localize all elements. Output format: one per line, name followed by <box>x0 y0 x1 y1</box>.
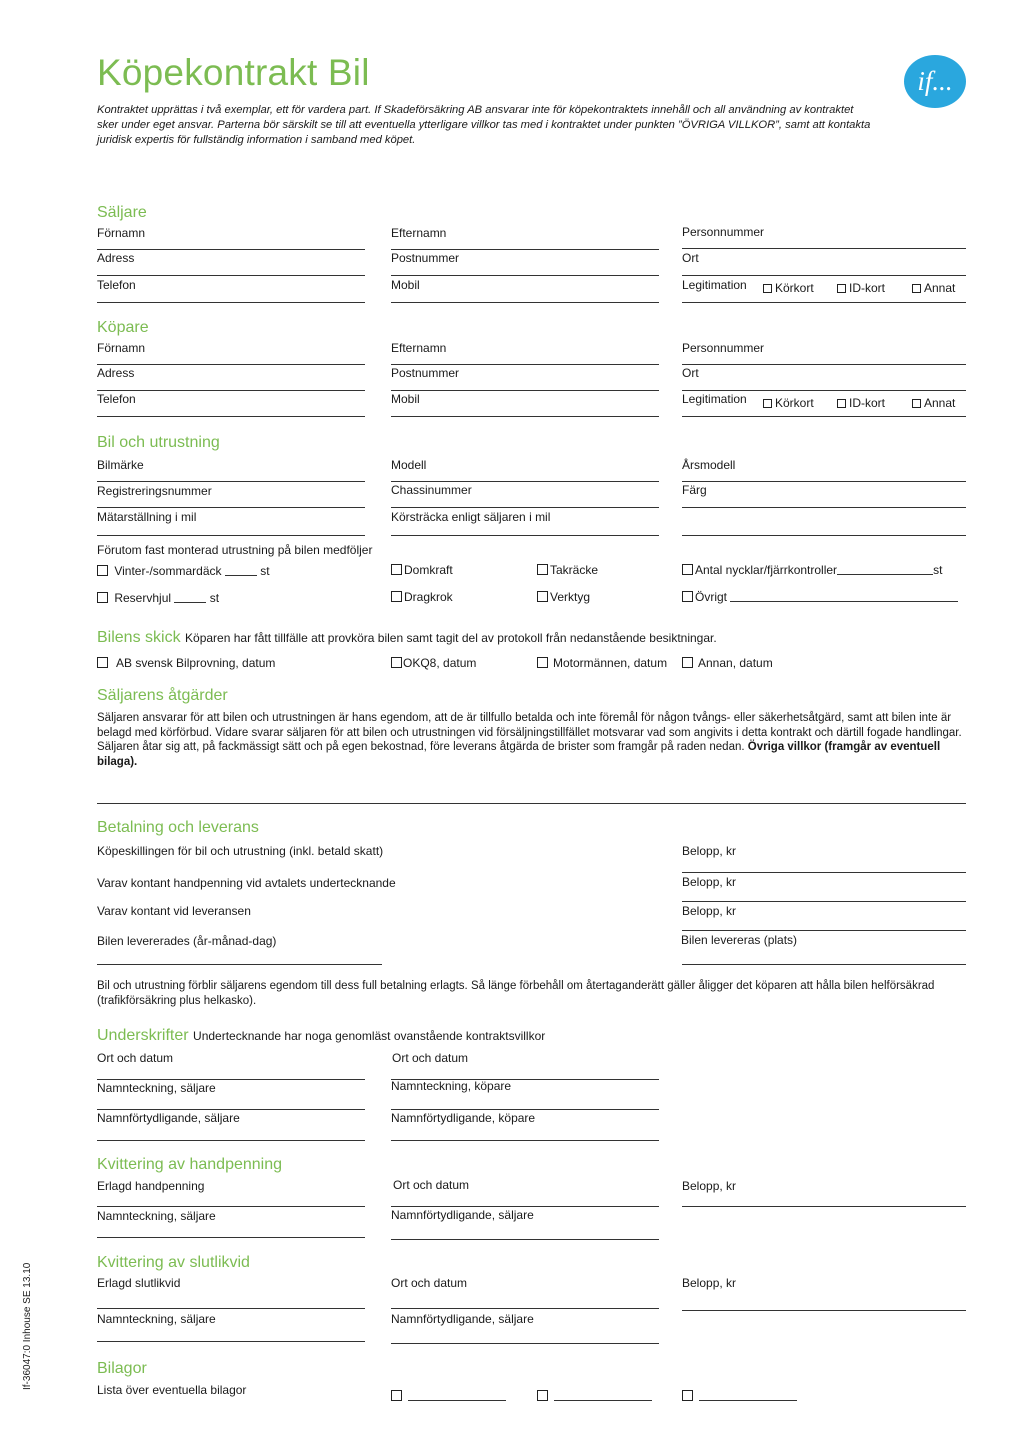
attachment-3[interactable] <box>682 1389 797 1403</box>
sig-namn-buyer-field[interactable] <box>391 1109 659 1110</box>
condition-opt2-label: OKQ8, datum <box>403 656 477 670</box>
checkbox-icon[interactable] <box>763 399 772 408</box>
payment-date-field[interactable] <box>97 964 382 965</box>
condition-text: Köparen har fått tillfälle att provköra bilen samt tagit del av protokoll från nedanstående besiktningar. <box>185 631 717 645</box>
condition-header <box>97 629 717 647</box>
condition-opt3-label: Motormännen, datum <box>553 656 668 670</box>
payment-belopp3-label: Belopp, kr <box>682 904 737 918</box>
sig-ort-buyer-label: Ort och datum <box>392 1051 469 1065</box>
deposit-belopp-field[interactable] <box>682 1206 966 1207</box>
checkbox-icon[interactable] <box>391 591 402 602</box>
car-chassi-field[interactable] <box>391 507 659 508</box>
buyer-korkort-label: Körkort <box>775 396 814 410</box>
seller-mobil-field[interactable] <box>391 302 659 303</box>
car-forutom-label: Förutom fast monterad utrustning på bilen medföljer <box>97 543 373 557</box>
car-takracke-label: Takräcke <box>550 563 599 577</box>
buyer-efternamn-label: Efternamn <box>391 341 447 355</box>
checkbox-icon[interactable] <box>763 284 772 293</box>
checkbox-icon[interactable] <box>837 284 846 293</box>
seller-fornamn-field[interactable] <box>97 249 365 250</box>
car-domkraft-option[interactable] <box>391 563 453 577</box>
car-korstracka-field[interactable] <box>391 535 659 536</box>
condition-opt3[interactable] <box>537 656 667 670</box>
buyer-fornamn-field[interactable] <box>97 364 365 365</box>
signatures-text: Undertecknande har noga genomläst ovanstående kontraktsvillkor <box>193 1029 546 1043</box>
car-verktyg-label: Verktyg <box>550 590 591 604</box>
car-chassi-label: Chassinummer <box>391 483 472 497</box>
attachments-text: Lista över eventuella bilagor <box>97 1383 247 1397</box>
deposit-ort-field[interactable] <box>391 1206 659 1207</box>
buyer-personnummer-label: Personnummer <box>682 341 765 355</box>
sig-ort-seller-field[interactable] <box>97 1079 365 1080</box>
seller-ort-field[interactable] <box>682 275 966 276</box>
car-nycklar-option[interactable] <box>682 563 942 577</box>
car-farg-label: Färg <box>682 483 707 497</box>
final-heading: Kvittering av slutlikvid <box>97 1254 250 1271</box>
payment-belopp2-field[interactable] <box>682 901 966 902</box>
buyer-telefon-label: Telefon <box>97 392 136 406</box>
seller-actions-heading: Säljarens åtgärder <box>97 687 228 704</box>
checkbox-icon[interactable] <box>682 1390 693 1401</box>
car-farg-field[interactable] <box>682 507 966 508</box>
car-bilmarke-field[interactable] <box>97 481 365 482</box>
car-reservhjul-unit: st <box>209 591 220 605</box>
payment-note: Bil och utrustning förblir säljarens egendom till dess full betalning erlagts. Så länge förbehåll om återtaganderätt gäller åligger det köparen att hålla bilen helförsäkrad (trafikförsäkring plus helkasko). <box>97 980 935 1007</box>
seller-actions-field[interactable] <box>97 803 966 804</box>
checkbox-icon[interactable] <box>682 591 693 602</box>
seller-heading: Säljare <box>97 204 147 221</box>
payment-plats-label: Bilen levereras (plats) <box>681 933 798 947</box>
deposit-belopp-label: Belopp, kr <box>682 1179 737 1193</box>
final-fort-field[interactable] <box>391 1343 659 1344</box>
attachment-2-field[interactable] <box>554 1389 652 1401</box>
car-dragkrok-option[interactable] <box>391 590 453 604</box>
payment-l1-label: Köpeskillingen för bil och utrustning (inkl. betald skatt) <box>97 844 384 858</box>
car-heading: Bil och utrustning <box>97 434 220 451</box>
sig-fort-buyer-label: Namnförtydligande, köpare <box>391 1111 536 1125</box>
car-ovrigt-option[interactable] <box>682 590 958 604</box>
checkbox-icon[interactable] <box>682 564 693 575</box>
seller-idkort-option[interactable] <box>837 281 885 295</box>
deposit-heading: Kvittering av handpenning <box>97 1156 283 1173</box>
deposit-fort-field[interactable] <box>391 1239 659 1240</box>
seller-personnummer-label: Personnummer <box>682 225 765 239</box>
buyer-legitimation-label: Legitimation <box>682 392 747 406</box>
seller-fornamn-label: Förnamn <box>97 226 146 240</box>
checkbox-icon[interactable] <box>391 564 402 575</box>
checkbox-icon[interactable] <box>837 399 846 408</box>
deposit-ort-label: Ort och datum <box>393 1178 470 1192</box>
final-namn-field[interactable] <box>97 1341 365 1342</box>
payment-belopp1-label: Belopp, kr <box>682 844 737 858</box>
payment-plats-field[interactable] <box>682 964 966 965</box>
buyer-ort-field[interactable] <box>682 390 966 391</box>
checkbox-icon[interactable] <box>97 592 108 603</box>
car-vinter-unit: st <box>260 564 270 578</box>
car-dragkrok-label: Dragkrok <box>404 590 453 604</box>
payment-l3-label: Varav kontant vid leveransen <box>97 904 251 918</box>
seller-annat-option[interactable] <box>912 281 955 295</box>
seller-postnummer-field[interactable] <box>391 275 659 276</box>
seller-mobil-label: Mobil <box>391 278 420 292</box>
buyer-legitimation-field[interactable] <box>682 416 966 417</box>
car-domkraft-label: Domkraft <box>404 563 453 577</box>
final-erlagd-label: Erlagd slutlikvid <box>97 1276 181 1290</box>
payment-belopp3-field[interactable] <box>682 930 966 931</box>
sig-ort-seller-label: Ort och datum <box>97 1051 174 1065</box>
checkbox-icon[interactable] <box>682 657 693 668</box>
sig-fort-seller-field[interactable] <box>97 1140 365 1141</box>
seller-legitimation-field[interactable] <box>682 302 966 303</box>
car-bilmarke-label: Bilmärke <box>97 458 144 472</box>
seller-postnummer-label: Postnummer <box>391 251 460 265</box>
car-nycklar-count-field[interactable] <box>837 563 933 575</box>
buyer-mobil-label: Mobil <box>391 392 420 406</box>
checkbox-icon[interactable] <box>97 657 108 668</box>
payment-heading: Betalning och leverans <box>97 819 259 836</box>
seller-korkort-label: Körkort <box>775 281 814 295</box>
condition-opt1-label: AB svensk Bilprovning, datum <box>116 656 276 670</box>
seller-personnummer-field[interactable] <box>682 248 966 249</box>
condition-opt4-label: Annan, datum <box>698 656 773 670</box>
buyer-postnummer-label: Postnummer <box>391 366 460 380</box>
checkbox-icon[interactable] <box>537 657 548 668</box>
page-title: Köpekontrakt Bil <box>97 52 370 93</box>
buyer-mobil-field[interactable] <box>391 416 659 417</box>
buyer-idkort-label: ID-kort <box>849 396 885 410</box>
final-erlagd-field[interactable] <box>97 1308 365 1309</box>
seller-ort-label: Ort <box>682 251 699 265</box>
deposit-fort-label: Namnförtydligande, säljare <box>391 1208 534 1222</box>
final-ort-field[interactable] <box>391 1308 659 1309</box>
checkbox-icon[interactable] <box>912 284 921 293</box>
checkbox-icon[interactable] <box>391 657 402 668</box>
car-modell-label: Modell <box>391 458 427 472</box>
deposit-namn-field[interactable] <box>97 1237 365 1238</box>
sig-fort-buyer-field[interactable] <box>391 1140 659 1141</box>
checkbox-icon[interactable] <box>97 565 108 576</box>
final-ort-label: Ort och datum <box>391 1276 468 1290</box>
buyer-idkort-option[interactable] <box>837 396 885 410</box>
condition-opt1[interactable] <box>97 656 275 670</box>
car-reservhjul-count-field[interactable] <box>174 591 206 603</box>
intro-text: Kontraktet upprättas i två exemplar, ett för vardera part. If Skadeförsäkring AB ansvarar inte för köpekontraktets innehåll och all användning av kontraktet sker under eget ansvar. Parterna bör särskilt se till att eventuella ytterligare villkor tas med i kontraktet under punkten ”ÖVRIGA VILLKOR”, samt att kontakta juridisk expertis för fullständig information i samband med köpet. <box>97 104 871 146</box>
car-arsmodell-label: Årsmodell <box>682 458 736 472</box>
buyer-personnummer-field[interactable] <box>682 364 966 365</box>
seller-actions-bold: Övriga villkor (framgår av eventuell bilaga). <box>97 741 941 768</box>
car-regnr-field[interactable] <box>97 507 365 508</box>
car-verktyg-option[interactable] <box>537 590 590 604</box>
seller-actions-text <box>97 711 963 769</box>
buyer-annat-label: Annat <box>924 396 956 410</box>
buyer-adress-label: Adress <box>97 366 135 380</box>
buyer-ort-label: Ort <box>682 366 699 380</box>
final-belopp-field[interactable] <box>682 1310 966 1311</box>
car-matar-label: Mätarställning i mil <box>97 510 197 524</box>
buyer-postnummer-field[interactable] <box>391 390 659 391</box>
checkbox-icon[interactable] <box>537 591 548 602</box>
car-reservhjul-label: Reservhjul <box>114 591 172 605</box>
deposit-erlagd-label: Erlagd handpenning <box>97 1179 205 1193</box>
seller-idkort-label: ID-kort <box>849 281 885 295</box>
car-reservhjul-option[interactable] <box>97 591 219 605</box>
checkbox-icon[interactable] <box>391 1390 402 1401</box>
buyer-fornamn-label: Förnamn <box>97 341 146 355</box>
checkbox-icon[interactable] <box>537 1390 548 1401</box>
sig-fort-seller-label: Namnförtydligande, säljare <box>97 1111 240 1125</box>
attachments-heading: Bilagor <box>97 1360 147 1377</box>
seller-actions-body: Säljaren ansvarar för att bilen och utrustningen är hans egendom, att de är tillfullo betalda och inte föremål för någon tvångs- eller säkerhetsåtgärd, samt att bilen inte är belagd med körförbud. Vidare svarar säljaren för att bilen och utrustningen vid försäljningstillfället motsvarar vad som angivits i detta kontrakt och därtill fogade handlingar. Säljaren åtar sig att, på fackmässigt sätt och på egen bekostnad, före leverans åtgärda de brister som framgår på raden nedan. <box>97 712 962 753</box>
sig-namn-seller-field[interactable] <box>97 1109 365 1110</box>
payment-belopp2-label: Belopp, kr <box>682 875 737 889</box>
checkbox-icon[interactable] <box>912 399 921 408</box>
deposit-namn-label: Namnteckning, säljare <box>97 1209 216 1223</box>
attachment-3-field[interactable] <box>699 1389 797 1401</box>
car-ovrigt-field[interactable] <box>730 590 958 602</box>
car-korstracka-label: Körsträcka enligt säljaren i mil <box>391 510 551 524</box>
sig-namn-buyer-label: Namnteckning, köpare <box>391 1079 512 1093</box>
seller-telefon-field[interactable] <box>97 302 365 303</box>
seller-efternamn-field[interactable] <box>391 249 659 250</box>
car-regnr-label: Registreringsnummer <box>97 484 212 498</box>
car-nycklar-unit: st <box>933 563 943 577</box>
seller-legitimation-label: Legitimation <box>682 278 747 292</box>
final-namn-label: Namnteckning, säljare <box>97 1312 216 1326</box>
condition-opt4[interactable] <box>682 656 773 670</box>
buyer-adress-field[interactable] <box>97 390 365 391</box>
sig-namn-seller-label: Namnteckning, säljare <box>97 1081 216 1095</box>
checkbox-icon[interactable] <box>537 564 548 575</box>
form-code: If-36047:0 Inhouse SE 13.10 <box>22 1262 33 1390</box>
final-fort-label: Namnförtydligande, säljare <box>391 1312 534 1326</box>
car-takracke-option[interactable] <box>537 563 598 577</box>
deposit-erlagd-field[interactable] <box>97 1206 365 1207</box>
car-vinter-option[interactable] <box>97 564 270 578</box>
payment-l4-label: Bilen levererades (år-månad-dag) <box>97 934 277 948</box>
final-belopp-label: Belopp, kr <box>682 1276 737 1290</box>
car-extra-field[interactable] <box>682 535 966 536</box>
payment-l2-label: Varav kontant handpenning vid avtalets undertecknande <box>97 876 396 890</box>
attachment-1-field[interactable] <box>408 1389 506 1401</box>
seller-efternamn-label: Efternamn <box>391 226 447 240</box>
attachment-2[interactable] <box>537 1389 652 1403</box>
signatures-heading: Underskrifter <box>97 1027 189 1044</box>
buyer-annat-option[interactable] <box>912 396 955 410</box>
buyer-efternamn-field[interactable] <box>391 364 659 365</box>
car-modell-field[interactable] <box>391 481 659 482</box>
buyer-heading: Köpare <box>97 319 149 336</box>
buyer-korkort-option[interactable] <box>763 396 814 410</box>
seller-annat-label: Annat <box>924 281 956 295</box>
car-vinter-count-field[interactable] <box>225 564 257 576</box>
payment-belopp1-field[interactable] <box>682 872 966 873</box>
seller-telefon-label: Telefon <box>97 278 136 292</box>
seller-korkort-option[interactable] <box>763 281 814 295</box>
condition-heading: Bilens skick <box>97 629 181 646</box>
car-matar-field[interactable] <box>97 535 365 536</box>
logo-text: if... <box>917 66 953 96</box>
condition-opt2[interactable] <box>391 656 476 670</box>
car-ovrigt-label: Övrigt <box>695 590 728 604</box>
seller-adress-field[interactable] <box>97 275 365 276</box>
car-arsmodell-field[interactable] <box>682 481 966 482</box>
signatures-header <box>97 1027 545 1045</box>
car-nycklar-label: Antal nycklar/fjärrkontroller <box>695 563 838 577</box>
if-logo <box>904 55 966 108</box>
seller-adress-label: Adress <box>97 251 135 265</box>
attachment-1[interactable] <box>391 1389 506 1403</box>
buyer-telefon-field[interactable] <box>97 416 365 417</box>
car-vinter-label: Vinter-/sommardäck <box>114 564 222 578</box>
